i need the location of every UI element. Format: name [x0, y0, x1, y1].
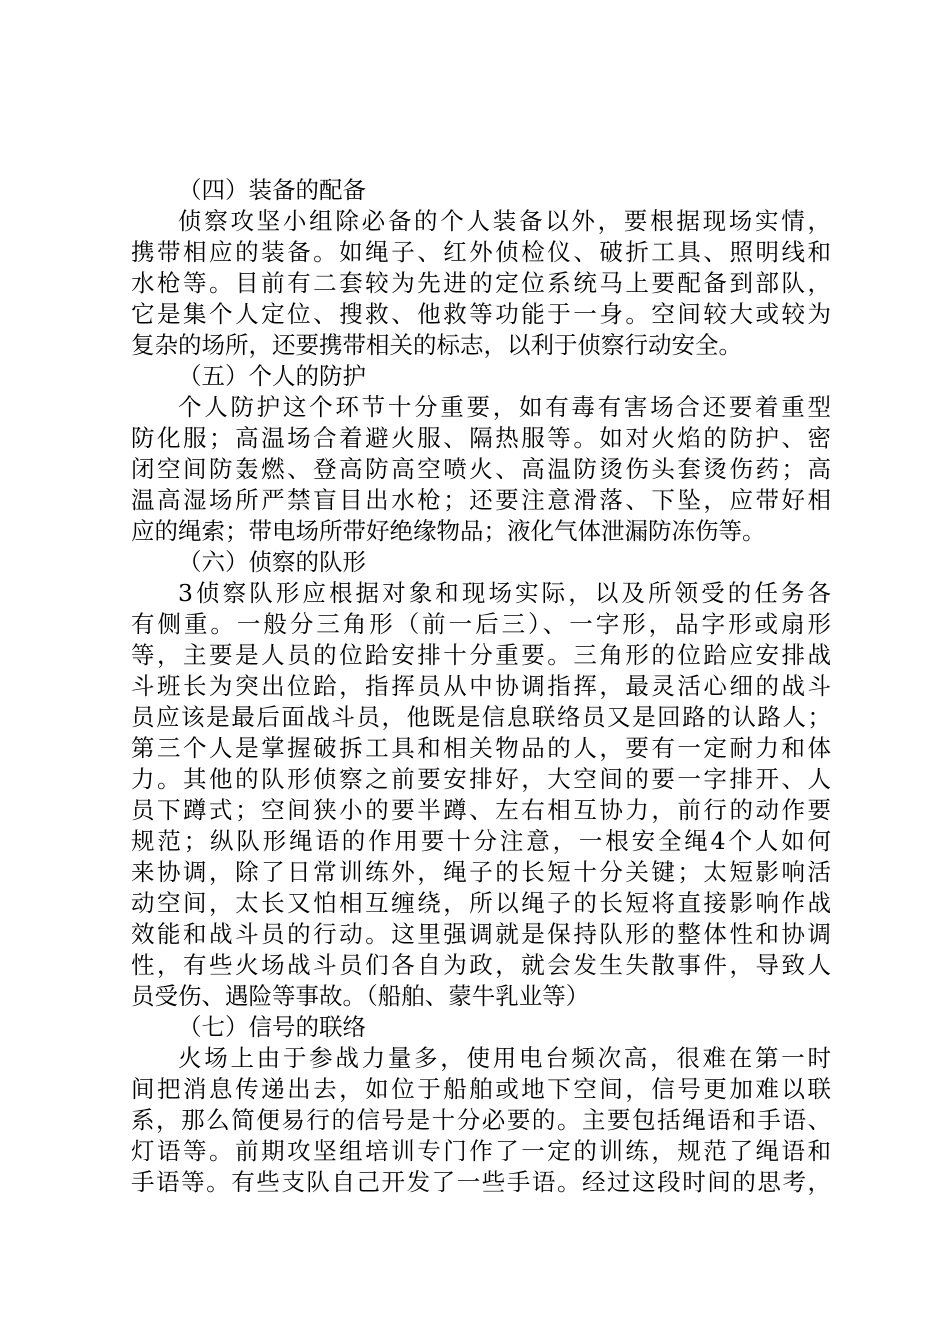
paragraph-line: 间把消息传递出去，如位于船舶或地下空间，信号更加难以联	[131, 1075, 831, 1103]
section-heading: （五）个人的防护	[178, 362, 366, 390]
paragraph-line: 性，有些火场战斗员们各自为政，就会发生失散事件，导致人	[131, 951, 831, 979]
paragraph-line: 携带相应的装备。如绳子、红外侦检仪、破折工具、照明线和	[131, 238, 831, 266]
paragraph-line: 规范；纵队形绳语的作用要十分注意，一根安全绳4个人如何	[131, 827, 831, 855]
paragraph-line: 来协调，除了日常训练外，绳子的长短十分关键；太短影响活	[131, 858, 831, 886]
paragraph-line: 水枪等。目前有二套较为先进的定位系统马上要配备到部队，	[131, 269, 831, 297]
paragraph-line: 闭空间防轰燃、登高防高空喷火、高温防烫伤头套烫伤药；高	[131, 455, 831, 483]
paragraph-line: 防化服；高温场合着避火服、隔热服等。如对火焰的防护、密	[131, 424, 831, 452]
paragraph-line: 侦察攻坚小组除必备的个人装备以外，要根据现场实情，	[178, 207, 831, 235]
paragraph-line: 3侦察队形应根据对象和现场实际，以及所领受的任务各	[178, 579, 831, 607]
paragraph-line: 复杂的场所，还要携带相关的标志，以利于侦察行动安全。	[131, 331, 742, 359]
section-heading: （七）信号的联络	[178, 1013, 366, 1041]
paragraph-line: 个人防护这个环节十分重要，如有毒有害场合还要着重型	[178, 393, 831, 421]
paragraph-line: 应的绳索；带电场所带好绝缘物品；液化气体泄漏防冻伤等。	[131, 517, 766, 545]
paragraph-line: 它是集个人定位、搜救、他救等功能于一身。空间较大或较为	[131, 300, 831, 328]
paragraph-line: 等，主要是人员的位跲安排十分重要。三角形的位跲应安排战	[131, 641, 831, 669]
paragraph-line: 斗班长为突出位跲，指挥员从中协调指挥，最灵活心细的战斗	[131, 672, 831, 700]
section-heading: （四）装备的配备	[178, 176, 366, 204]
paragraph-line: 系，那么简便易行的信号是十分必要的。主要包括绳语和手语、	[131, 1106, 831, 1134]
paragraph-line: 手语等。有些支队自己开发了一些手语。经过这段时间的思考，	[131, 1168, 831, 1196]
paragraph-line: 员应该是最后面战斗员，他既是信息联络员又是回路的认路人；	[131, 703, 831, 731]
paragraph-line: 有侧重。一般分三角形（前一后三）、一字形，品字形或扇形	[131, 610, 831, 638]
paragraph-line: 力。其他的队形侦察之前要安排好，大空间的要一字排开、人	[131, 765, 831, 793]
paragraph-line: 第三个人是掌握破拆工具和相关物品的人，要有一定耐力和体	[131, 734, 831, 762]
paragraph-line: 员受伤、遇险等事故。（船舶、蒙牛乳业等）	[131, 982, 590, 1010]
paragraph-line: 灯语等。前期攻坚组培训专门作了一定的训练，规范了绳语和	[131, 1137, 831, 1165]
paragraph-line: 温高湿场所严禁盲目出水枪；还要注意滑落、下坠，应带好相	[131, 486, 831, 514]
paragraph-line: 效能和战斗员的行动。这里强调就是保持队形的整体性和协调	[131, 920, 831, 948]
paragraph-line: 员下蹲式；空间狭小的要半蹲、左右相互协力，前行的动作要	[131, 796, 831, 824]
section-heading: （六）侦察的队形	[178, 548, 366, 576]
paragraph-line: 火场上由于参战力量多，使用电台频次高，很难在第一时	[178, 1044, 831, 1072]
paragraph-line: 动空间，太长又怕相互缠绕，所以绳子的长短将直接影响作战	[131, 889, 831, 917]
